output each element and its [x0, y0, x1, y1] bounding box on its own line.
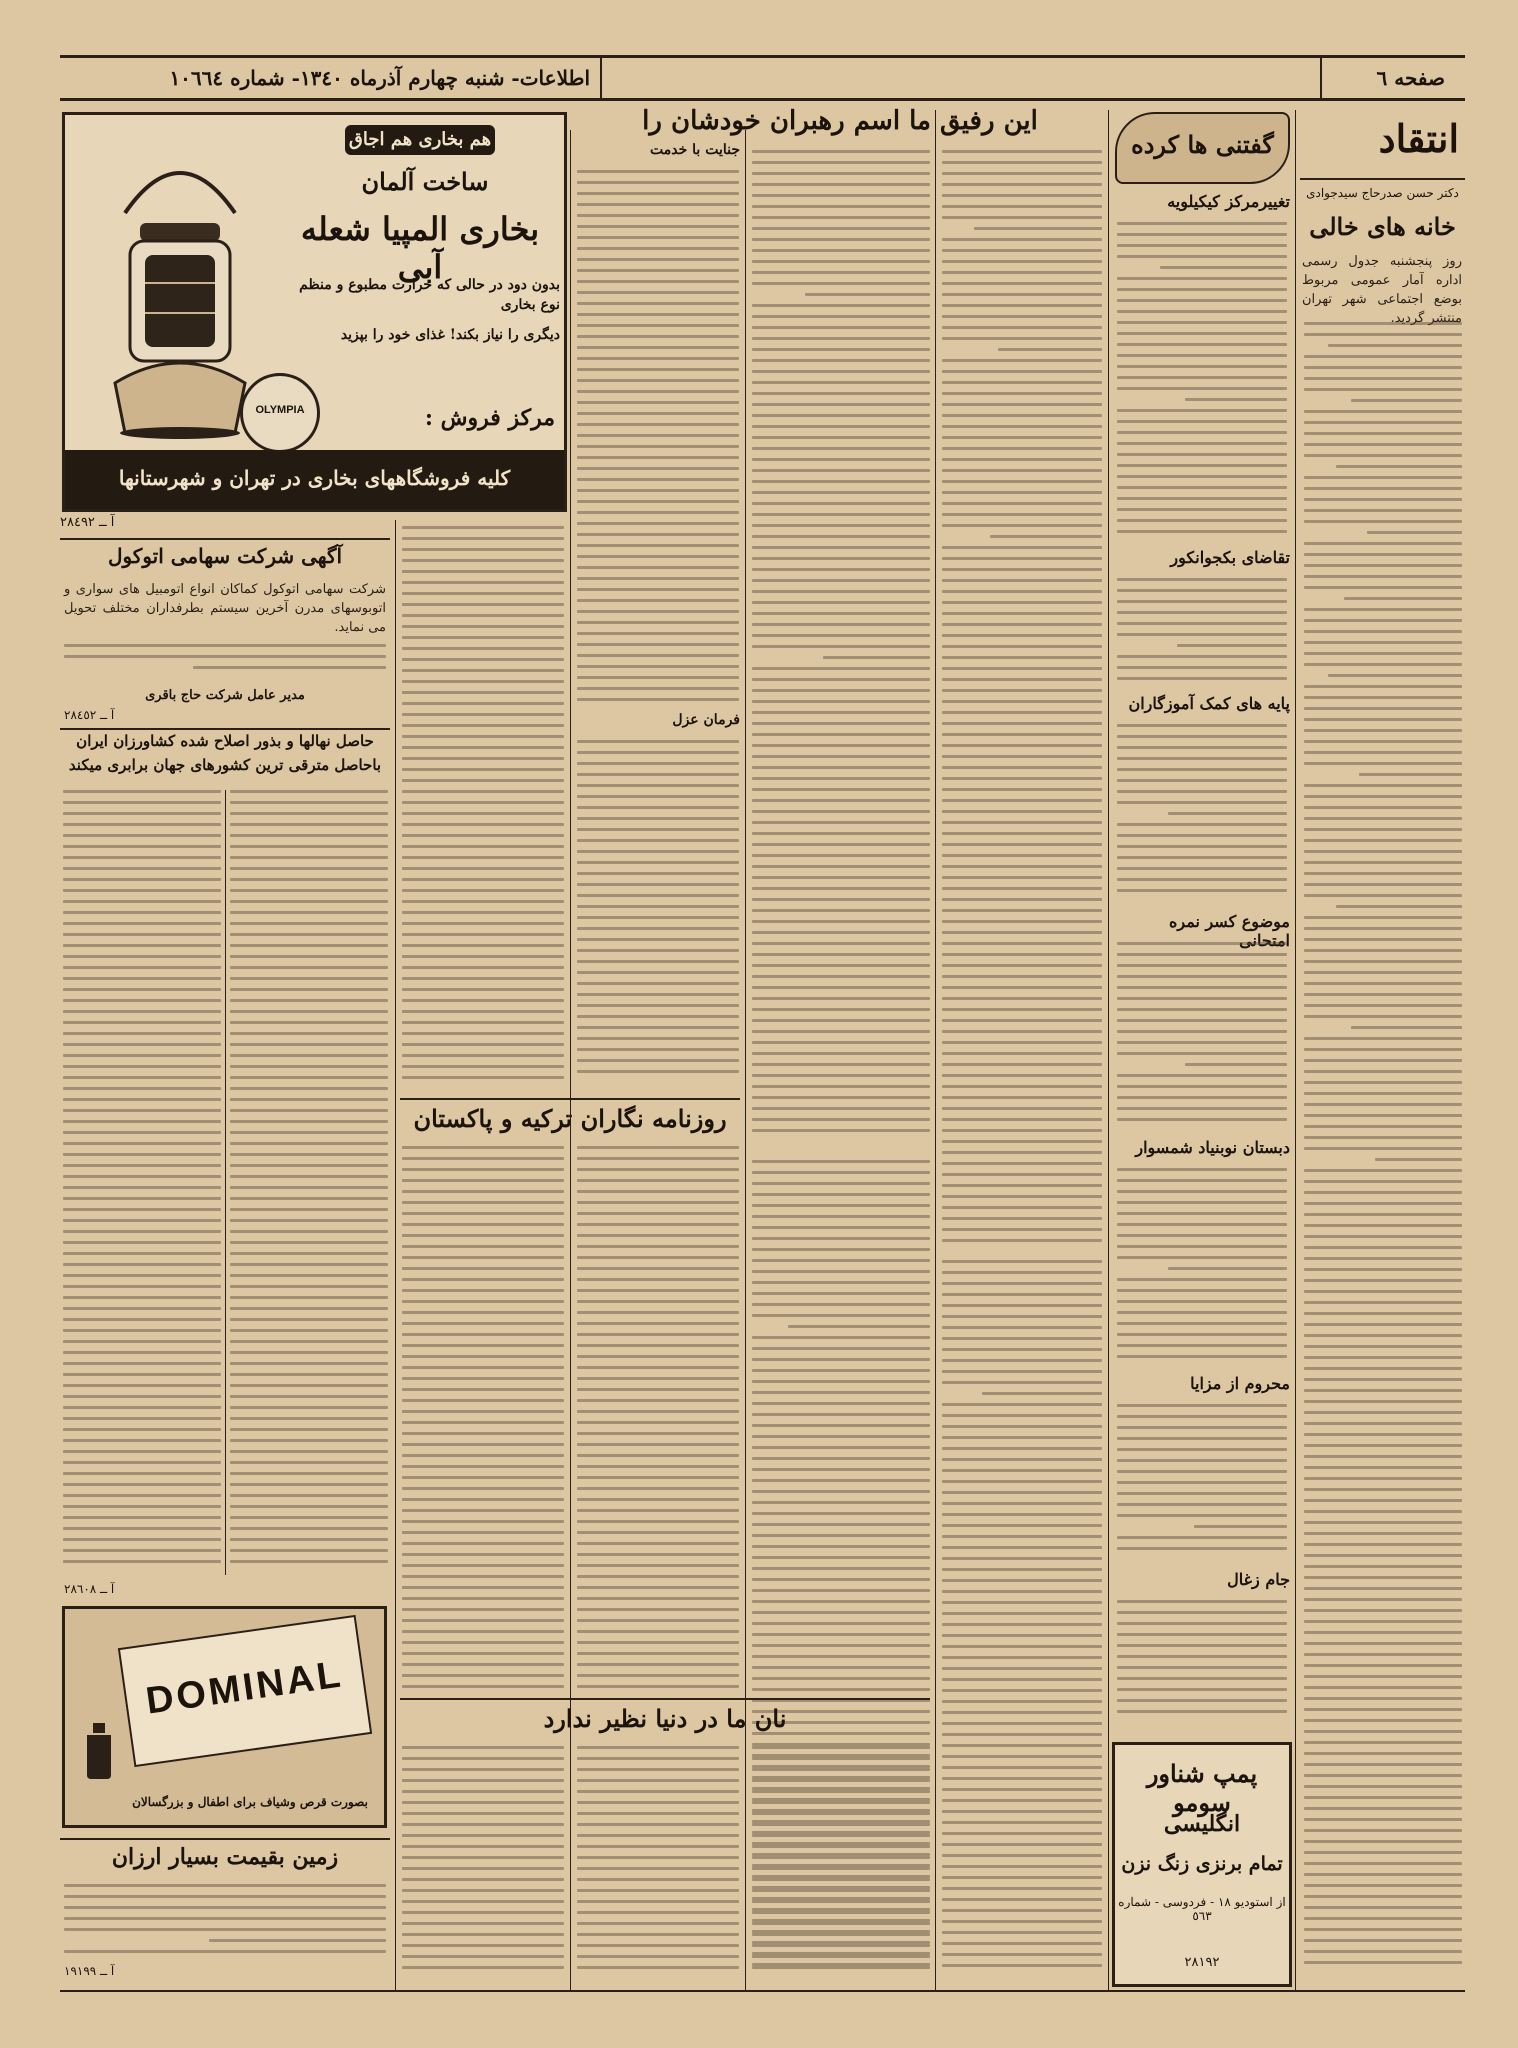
olympia-badge: OLYMPIA — [240, 373, 320, 453]
olympia-stores: کلیه فروشگاههای بخاری در تهران و شهرستانها — [65, 450, 564, 509]
main-article-subhead-2: فرمان عزل — [672, 712, 740, 728]
autocol-headline: آگهی شرکت سهامی اتوکول — [107, 544, 343, 568]
main-article-col-c — [402, 526, 564, 1091]
intiqad-lead: روز پنجشنبه جدول رسمی اداره آمار عمومی مربوط بوضع اجتماعی شهر تهران منتشر گردید. — [1302, 254, 1462, 326]
bread-headline: نان ما در دنیا نظیر ندارد — [543, 1704, 787, 1733]
dominal-bottle-icon — [79, 1721, 119, 1781]
intiqad-logo: انتقاد — [1300, 110, 1465, 180]
gofteh-section-1: تغییرمرکز کیکیلویه — [1167, 192, 1290, 211]
gofteh-section-4: موضوع کسر نمره امتحانی — [1168, 912, 1290, 950]
land-headline: زمین بقیمت بسیار ارزان — [111, 1844, 339, 1870]
autocol-code: آ ــ ٢٨٤٥٢ — [64, 708, 115, 722]
olympia-desc-1: بدون دود در حالی که حرارت مطبوع و منظم نوع بخاری — [299, 277, 560, 313]
sumo-address: از استودیو ١٨ - فردوسی - شماره ٥٦٣ — [1118, 1895, 1286, 1923]
sumo-brand: پمپ شناور سومو — [1146, 1759, 1258, 1817]
main-article-subhead-1: جنایت با خدمت — [650, 142, 740, 158]
sumo-code: ٢٨١٩٢ — [1184, 1955, 1220, 1970]
olympia-desc-2: دیگری را نیاز بکند! غذای خود را بپزید — [340, 327, 560, 343]
intiqad-headline: خانه های خالی — [1309, 212, 1456, 241]
dominal-logo-card — [118, 1615, 372, 1767]
gofteh-section-3: پایه های کمک آموزگاران — [1128, 694, 1290, 713]
main-article-col-a — [942, 150, 1102, 1250]
dominal-brand: DOMINAL — [143, 1653, 346, 1723]
gofteh-section-7: جام زغال — [1227, 1570, 1290, 1589]
dominal-tagline: بصورت قرص وشیاف برای اطفال و بزرگسالان — [132, 1795, 368, 1809]
gofteh-section-5: دبستان نوبنیاد شمسوار — [1135, 1138, 1290, 1157]
gofteh-section-6: محروم از مزایا — [1190, 1374, 1290, 1393]
sumo-origin: انگلیسی — [1163, 1811, 1241, 1837]
intiqad-body-text — [1304, 322, 1462, 1982]
ad-sumo-pump — [1112, 1742, 1292, 1987]
dateline: اطلاعات- شنبه چهارم آذرماه ١٣٤٠- شماره ١٠٦٦٤ — [169, 66, 590, 90]
gofteh-section-2: تقاضای بکجوانکور — [1170, 548, 1290, 567]
page-header — [60, 55, 1465, 101]
olympia-code: آ ــ ٢٨٤٩٢ — [60, 515, 115, 530]
turkey-pakistan-headline: روزنامه نگاران ترکیه و پاکستان — [413, 1104, 727, 1133]
sumo-desc: تمام برنزی زنگ نزن — [1121, 1853, 1283, 1875]
gofteh-logo: گفتنی ها کرده — [1115, 112, 1290, 184]
main-article-col-b — [752, 150, 930, 1150]
intiqad-author: دکتر حسن صدرحاج سیدجوادی — [1306, 186, 1459, 200]
autocol-signature: مدیر عامل شرکت حاج باقری — [145, 688, 305, 703]
agri-code: آ ــ ٢٨٦٠٨ — [64, 1582, 115, 1596]
olympia-product: بخاری المپیا شعله آبی — [300, 210, 540, 286]
land-code: آ ــ ١٩١٩٩ — [64, 1964, 115, 1978]
olympia-center: مرکز فروش : — [424, 405, 555, 431]
main-article-headline: این رفیق ما اسم رهبران خودشان را — [642, 106, 1038, 136]
ad-dominal — [62, 1606, 387, 1828]
agri-headline-2: باحاصل مترقی ترین کشورهای جهان برابری میکند — [68, 756, 382, 774]
agri-headline-1: حاصل نهالها و بذور اصلاح شده کشاورزان ایران — [76, 732, 374, 750]
autocol-body: شرکت سهامی اتوکول کماکان انواع اتومبیل های سواری و اتوبوسهای مدرن آخرین سیستم بطرفداران مختلف تحویل می نماید. — [64, 582, 386, 635]
ad-olympia-heater — [62, 112, 567, 512]
olympia-tag: هم بخاری هم اجاق — [345, 125, 495, 155]
page-number: صفحه ٦ — [1376, 66, 1445, 90]
olympia-made-in: ساخت آلمان — [361, 167, 489, 196]
